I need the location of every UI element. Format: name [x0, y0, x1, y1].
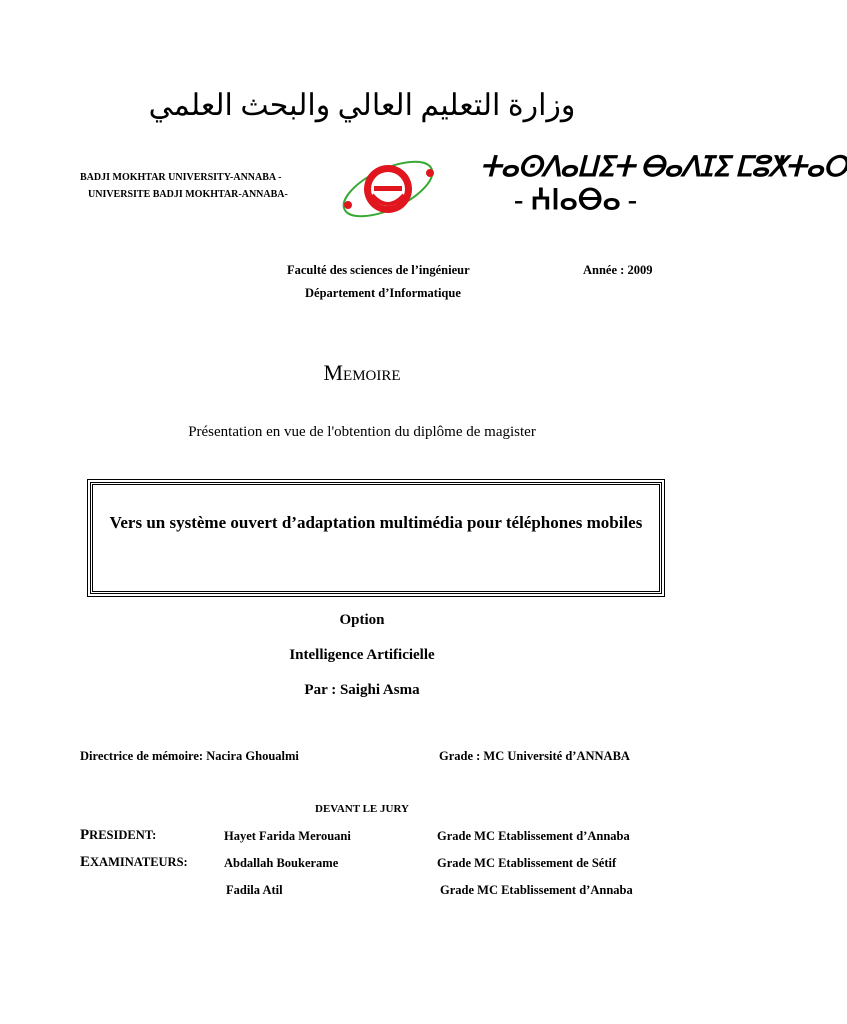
university-name-english: BADJI MOKHTAR UNIVERSITY-ANNABA -	[80, 172, 282, 183]
jury-member-name: Abdallah Boukerame	[224, 856, 339, 870]
logo-dot-left	[344, 201, 352, 209]
presentation-line: Présentation en vue de l'obtention du diplôme de magister	[188, 424, 536, 440]
logo-dot-right	[426, 169, 434, 177]
arabic-ministry-title: وزارة التعليم العالي والبحث العلمي	[148, 89, 576, 122]
president-label-rest: RESIDENT:	[89, 828, 157, 842]
berber-city-name: - ⵄⵏⴰⴱⴰ -	[514, 185, 638, 216]
department-name: Département d’Informatique	[305, 286, 461, 300]
university-logo	[336, 147, 440, 227]
president-label-initial: P	[80, 827, 90, 843]
document-type-heading	[0, 360, 724, 386]
faculty-name: Faculté des sciences de l’ingénieur	[287, 263, 470, 277]
thesis-title-frame	[90, 482, 662, 594]
option-value: Intelligence Artificielle	[289, 647, 435, 663]
academic-year: Année : 2009	[583, 263, 653, 277]
document-type-initial: M	[323, 360, 344, 385]
jury-member-name: Hayet Farida Merouani	[224, 829, 351, 843]
jury-member-grade: Grade MC Etablissement de Sétif	[437, 856, 617, 870]
thesis-director: Directrice de mémoire: Nacira Ghoualmi	[80, 749, 299, 763]
examinateurs-label	[80, 854, 188, 871]
jury-member-grade: Grade MC Etablissement d’Annaba	[437, 829, 630, 843]
document-type-rest: EMOIRE	[343, 368, 401, 384]
jury-member-grade: Grade MC Etablissement d’Annaba	[440, 883, 633, 897]
director-grade: Grade : MC Université d’ANNABA	[439, 749, 630, 763]
examinateurs-label-initial: E	[80, 854, 91, 870]
jury-member-name: Fadila Atil	[226, 883, 283, 897]
jury-heading: DEVANT LE JURY	[315, 803, 409, 815]
university-name-french: UNIVERSITE BADJI MOKHTAR-ANNABA-	[88, 189, 288, 200]
thesis-title: Vers un système ouvert d’adaptation multimédia pour téléphones mobiles	[109, 513, 643, 532]
logo-bar	[374, 186, 402, 191]
author-line: Par : Saighi Asma	[304, 682, 420, 698]
president-label	[80, 827, 156, 844]
berber-university-name: ⵜⴰⵙⴷⴰⵡⵉⵜ ⴱⴰⴷⵊⵉ ⵎⵓⵅⵜⴰⵔ	[480, 152, 847, 183]
option-label: Option	[339, 612, 385, 628]
examinateurs-label-rest: XAMINATEURS:	[90, 855, 188, 869]
